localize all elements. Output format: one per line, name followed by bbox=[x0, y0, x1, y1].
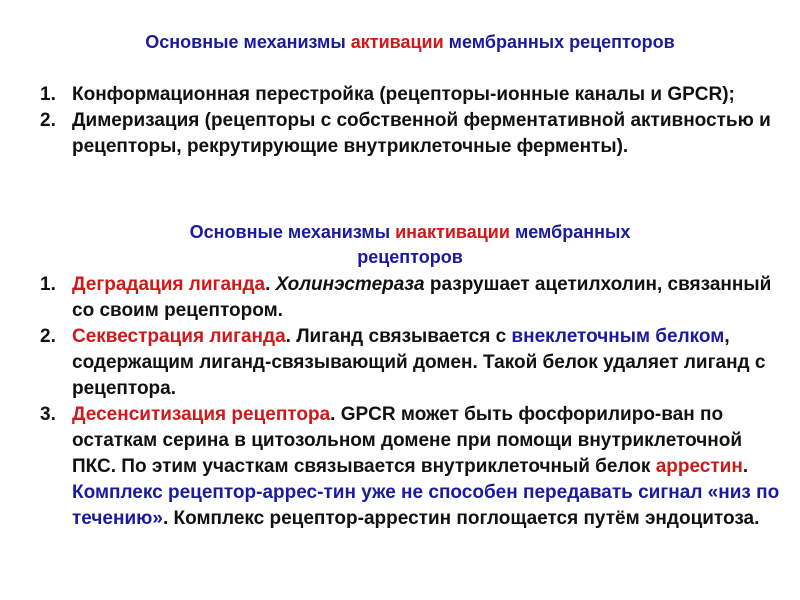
item-number: 1. bbox=[40, 84, 56, 105]
list-item bbox=[40, 402, 780, 532]
list-item bbox=[40, 108, 780, 160]
list-item bbox=[40, 272, 780, 324]
item-italic-term: Холинэстераза bbox=[275, 274, 425, 295]
item-number: 1. bbox=[40, 274, 56, 295]
item-term: Десенситизация рецептора bbox=[72, 404, 331, 425]
activation-heading bbox=[140, 30, 680, 55]
item-number: 2. bbox=[40, 326, 56, 347]
heading-text: Основные механизмы bbox=[145, 32, 351, 52]
item-text: , содержащим лиганд-связывающий домен. Такой белок удаляет лиганд с рецептора. bbox=[72, 326, 766, 399]
item-text: . bbox=[742, 456, 749, 477]
heading-highlight: активации bbox=[350, 32, 444, 52]
activation-list bbox=[40, 82, 780, 160]
item-text: Димеризация (рецепторы с собственной ферментативной активностью и рецепторы, рекрутирующие внутриклеточные ферменты). bbox=[72, 110, 771, 157]
heading-text: мембранных рецепторов bbox=[443, 32, 675, 52]
heading-highlight: инактивации bbox=[395, 222, 510, 242]
item-text: . Комплекс рецептор-аррестин поглощается путём эндоцитоза. bbox=[162, 508, 760, 529]
item-text: . bbox=[265, 274, 276, 295]
list-item bbox=[40, 324, 780, 402]
list-item bbox=[40, 82, 780, 108]
inactivation-list bbox=[40, 272, 780, 532]
inactivation-heading bbox=[140, 220, 680, 270]
item-text: разрушает ацетилхолин, связанный со своим рецептором. bbox=[72, 274, 772, 321]
heading-text: мембранных рецепторов bbox=[357, 222, 631, 267]
heading-text: Основные механизмы bbox=[189, 222, 396, 242]
item-text: Конформационная перестройка (рецепторы-ионные каналы и GPCR); bbox=[72, 84, 735, 105]
item-text: . Лиганд связывается с bbox=[285, 326, 512, 347]
item-number: 3. bbox=[40, 404, 56, 425]
item-red-term: аррестин bbox=[655, 456, 743, 477]
item-term: Секвестрация лиганда bbox=[72, 326, 286, 347]
item-term: Деградация лиганда bbox=[72, 274, 266, 295]
item-number: 2. bbox=[40, 110, 56, 131]
item-text: . GPCR может быть фосфорилиро-ван по остаткам серина в цитозольном домене при помощи внутриклеточной ПКС. По этим участкам связывается внутриклеточный белок bbox=[72, 404, 743, 477]
item-blue-term: внеклеточным белком bbox=[511, 326, 725, 347]
item-blue-term: Комплекс рецептор-аррес-тин уже не способен передавать сигнал «низ по течению» bbox=[72, 482, 780, 529]
